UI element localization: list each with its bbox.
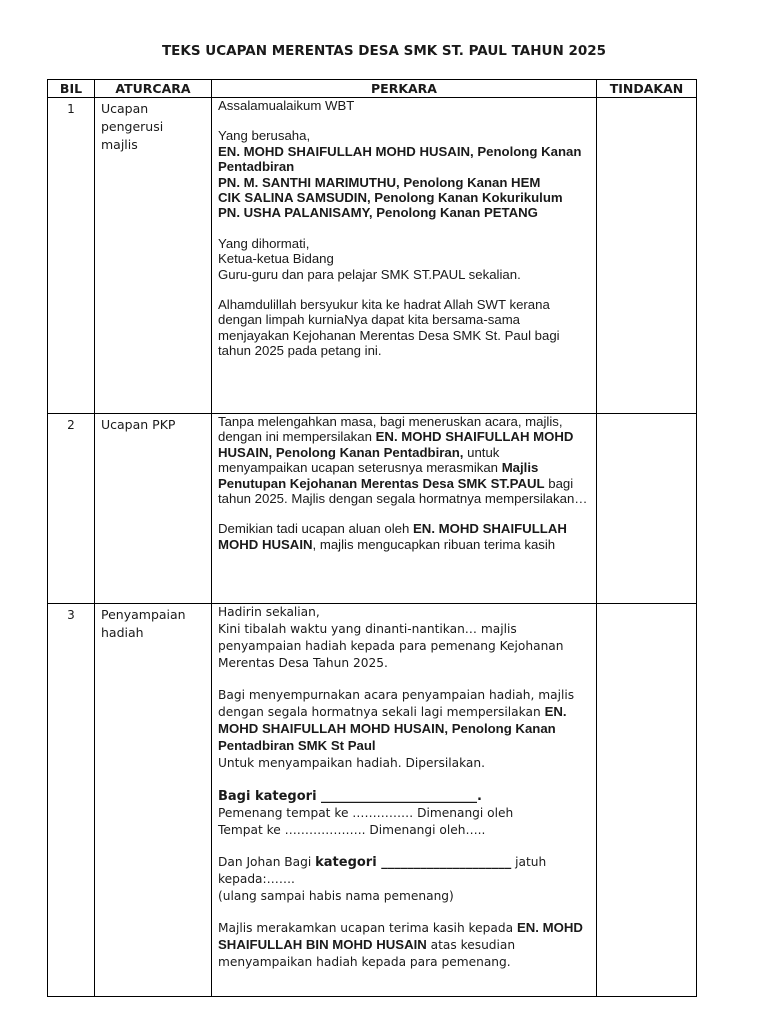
aturcara-cell xyxy=(95,604,212,997)
greeting: Assalamualaikum WBT xyxy=(218,98,355,113)
header-perkara: PERKARA xyxy=(212,80,597,98)
text-line: Tempat ke ……………….. Dimenangi oleh….. xyxy=(218,823,486,837)
event-name: Majlis Penutupan Kejohanan Merentas Desa SMK ST.PAUL xyxy=(218,460,545,491)
table-row xyxy=(48,98,697,414)
table-row xyxy=(48,604,697,997)
paragraph xyxy=(218,687,592,755)
text-line: Untuk menyampaikan hadiah. Dipersilakan. xyxy=(218,756,485,770)
aturcara-line: Penyampaian xyxy=(101,607,186,622)
category-blank: kategori ____________________ xyxy=(315,855,512,870)
perkara-cell xyxy=(212,414,597,604)
table-header-row xyxy=(48,80,697,98)
tindakan-cell xyxy=(597,414,697,604)
guest-name: EN. MOHD SHAIFULLAH BIN MOHD HUSAIN xyxy=(218,920,583,952)
header-tindakan: TINDAKAN xyxy=(597,80,697,98)
text-line: Hadirin sekalian, xyxy=(218,605,320,619)
page-title: TEKS UCAPAN MERENTAS DESA SMK ST. PAUL TAHUN 2025 xyxy=(161,43,607,59)
guest-name: EN. MOHD SHAIFULLAH MOHD HUSAIN, Penolong Kanan Pentadbiran xyxy=(218,143,582,175)
text-span: Majlis merakamkan ucapan terima kasih kepada xyxy=(218,921,517,935)
guest-name: EN. MOHD SHAIFULLAH MOHD HUSAIN xyxy=(218,521,567,552)
aturcara-line: Ucapan xyxy=(101,101,149,116)
text-span: , majlis mengucapkan ribuan terima kasih xyxy=(312,536,556,552)
aturcara-line: majlis xyxy=(101,137,138,152)
row-number: 1 xyxy=(48,98,95,414)
category-line: Bagi kategori ________________________. xyxy=(218,789,482,804)
paragraph xyxy=(218,521,592,552)
text-span: Tanpa melengahkan masa, bagi meneruskan acara, majlis, dengan ini mempersilakan xyxy=(218,414,563,445)
guest-name: PN. M. SANTHI MARIMUTHU, Penolong Kanan HEM xyxy=(218,174,541,190)
aturcara-cell xyxy=(95,414,212,604)
paragraph: Kini tibalah waktu yang dinanti-nantikan… majlis penyampaian hadiah kepada para pemenang Kejohanan Merentas Desa Tahun 2025. xyxy=(218,622,564,670)
text-span: Bagi menyempurnakan acara penyampaian hadiah, majlis dengan segala hormatnya sekali lagi mempersilakan xyxy=(218,688,575,719)
text-line: Pemenang tempat ke …………… Dimenangi oleh xyxy=(218,806,514,820)
text-line: Yang berusaha, xyxy=(218,128,311,144)
row-number: 3 xyxy=(48,604,95,997)
header-aturcara: ATURCARA xyxy=(95,80,212,98)
text-span: bagi tahun 2025. Majlis dengan segala hormatnya mempersilakan… xyxy=(218,475,588,507)
tindakan-cell xyxy=(597,604,697,997)
paragraph xyxy=(218,414,592,506)
text-span: Demikian tadi ucapan aluan oleh xyxy=(218,521,414,537)
text-span: untuk menyampaikan ucapan seterusnya merasmikan xyxy=(218,444,502,476)
paragraph xyxy=(218,920,592,971)
text-span: jatuh kepada:……. xyxy=(218,855,547,886)
table-row xyxy=(48,414,697,604)
aturcara-cell xyxy=(95,98,212,414)
program-table xyxy=(47,79,697,997)
text-span: atas kesudian menyampaikan hadiah kepada para pemenang. xyxy=(218,938,516,969)
paragraph xyxy=(218,854,592,888)
aturcara-line: hadiah xyxy=(101,625,144,640)
paragraph: Alhamdulillah bersyukur kita ke hadrat Allah SWT kerana dengan limpah kurniaNya dapat kita bersama-sama menjayakan Kejohanan Merentas Desa SMK St. Paul bagi tahun 2025 pada petang ini. xyxy=(218,297,560,359)
perkara-cell xyxy=(212,604,597,997)
text-line: Yang dihormati, xyxy=(218,235,310,251)
guest-name: CIK SALINA SAMSUDIN, Penolong Kanan Kokurikulum xyxy=(218,190,563,206)
row-number: 2 xyxy=(48,414,95,604)
tindakan-cell xyxy=(597,98,697,414)
guest-name: PN. USHA PALANISAMY, Penolong Kanan PETANG xyxy=(218,205,538,221)
guest-name: EN. MOHD SHAIFULLAH MOHD HUSAIN, Penolong Kanan Pentadbiran SMK St Paul xyxy=(218,704,567,753)
header-bil: BIL xyxy=(48,80,95,98)
aturcara-line: Ucapan PKP xyxy=(101,417,176,432)
text-line: (ulang sampai habis nama pemenang) xyxy=(218,889,454,903)
text-line: Guru-guru dan para pelajar SMK ST.PAUL sekalian. xyxy=(218,266,521,282)
perkara-cell xyxy=(212,98,597,414)
guest-name: EN. MOHD SHAIFULLAH MOHD HUSAIN, Penolong Kanan Pentadbiran, xyxy=(218,429,574,460)
text-line: Ketua-ketua Bidang xyxy=(218,251,334,267)
aturcara-line: pengerusi xyxy=(101,119,164,134)
text-span: Dan Johan Bagi xyxy=(218,855,316,869)
